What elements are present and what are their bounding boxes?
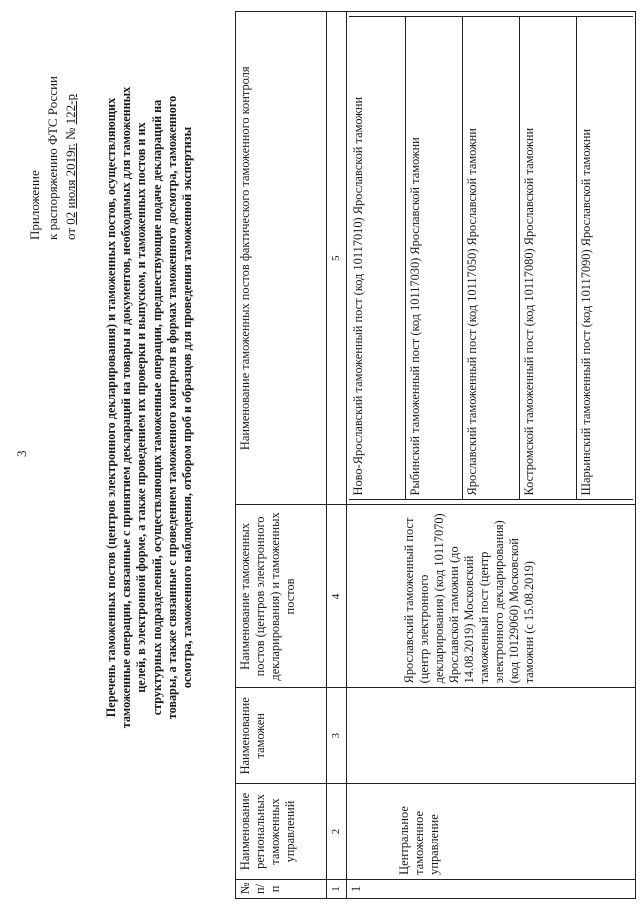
post-item: Шарьинский таможенный пост (код 10117090) Ярославской таможни <box>577 17 634 501</box>
posts-table <box>235 11 636 899</box>
column-number-row <box>327 12 347 899</box>
title-line: целей, в электронной форме, а также проведением их проверки и выпуском, и таможенных постов и их <box>134 122 149 693</box>
header-customs: Наименование таможен <box>236 688 327 784</box>
title-line: структурных подразделений, осуществляющих таможенные операции, предшествующие подаче деклараций на <box>149 99 164 716</box>
post-item: Рыбинский таможенный пост (код 10117030) Ярославской таможни <box>406 17 463 501</box>
appendix-order: к распоряжению ФТС России <box>45 76 60 240</box>
column-number: 3 <box>327 688 347 784</box>
number-prefix: № <box>63 127 78 141</box>
date-prefix: от <box>63 227 78 240</box>
date-month-year: июля 2019г. <box>63 143 78 209</box>
header-rtu: Наименование региональных таможенных управлений <box>236 784 327 880</box>
table-row <box>347 12 636 899</box>
document-title <box>104 10 195 805</box>
column-number: 1 <box>327 879 347 898</box>
row-rtu: Центральное таможенное управление <box>347 784 636 880</box>
appendix-label: Приложение <box>27 170 42 240</box>
row-ced: Ярославский таможенный пост (центр электронного декларирования) (код 10117070) Ярославской таможни (до 14.08.2019) Московский таможенный пост (центр электронного декларирования) (код 10129060) Московской таможни (с 15.08.2019) <box>347 505 636 688</box>
title-line: товары, а также связанные с проведением таможенного контроля в формах таможенного досмотра, таможенного <box>164 95 179 720</box>
appendix-date-line <box>62 10 80 240</box>
post-item: Ярославский таможенный пост (код 10117050) Ярославской таможни <box>463 17 520 501</box>
table-header-row <box>236 12 327 899</box>
appendix-block <box>26 10 80 240</box>
row-num: 1 <box>347 879 636 898</box>
post-item: Ново-Ярославский таможенный пост (код 10117010) Ярославской таможни <box>349 17 406 501</box>
column-number: 5 <box>327 12 347 506</box>
post-item: Костромской таможенный пост (код 10117080) Ярославской таможни <box>520 17 577 501</box>
header-ced: Наименование таможенных постов (центров электронного декларирования) и таможенных постов <box>236 505 327 688</box>
column-number: 4 <box>327 505 347 688</box>
header-posts: Наименование таможенных постов фактического таможенного контроля <box>236 12 327 506</box>
header-num: № п/п <box>236 879 327 898</box>
column-number: 2 <box>327 784 347 880</box>
title-line: осмотра, таможенного наблюдения, отбором проб и образцов для проведения таможенной экспертизы <box>180 126 195 689</box>
row-customs <box>347 688 636 784</box>
date-day: 02 <box>63 211 78 225</box>
title-line: Перечень таможенных постов (центров электронного декларирования) и таможенных постов, осуществляющих <box>104 97 118 718</box>
posts-list <box>349 16 633 501</box>
title-line: таможенные операции, связанные с принятием деклараций на товары и документов, необходимых для таможенных <box>119 86 134 729</box>
order-number: 122-р <box>63 94 78 125</box>
page-number: 3 <box>14 450 29 457</box>
row-posts-cell <box>347 12 636 506</box>
